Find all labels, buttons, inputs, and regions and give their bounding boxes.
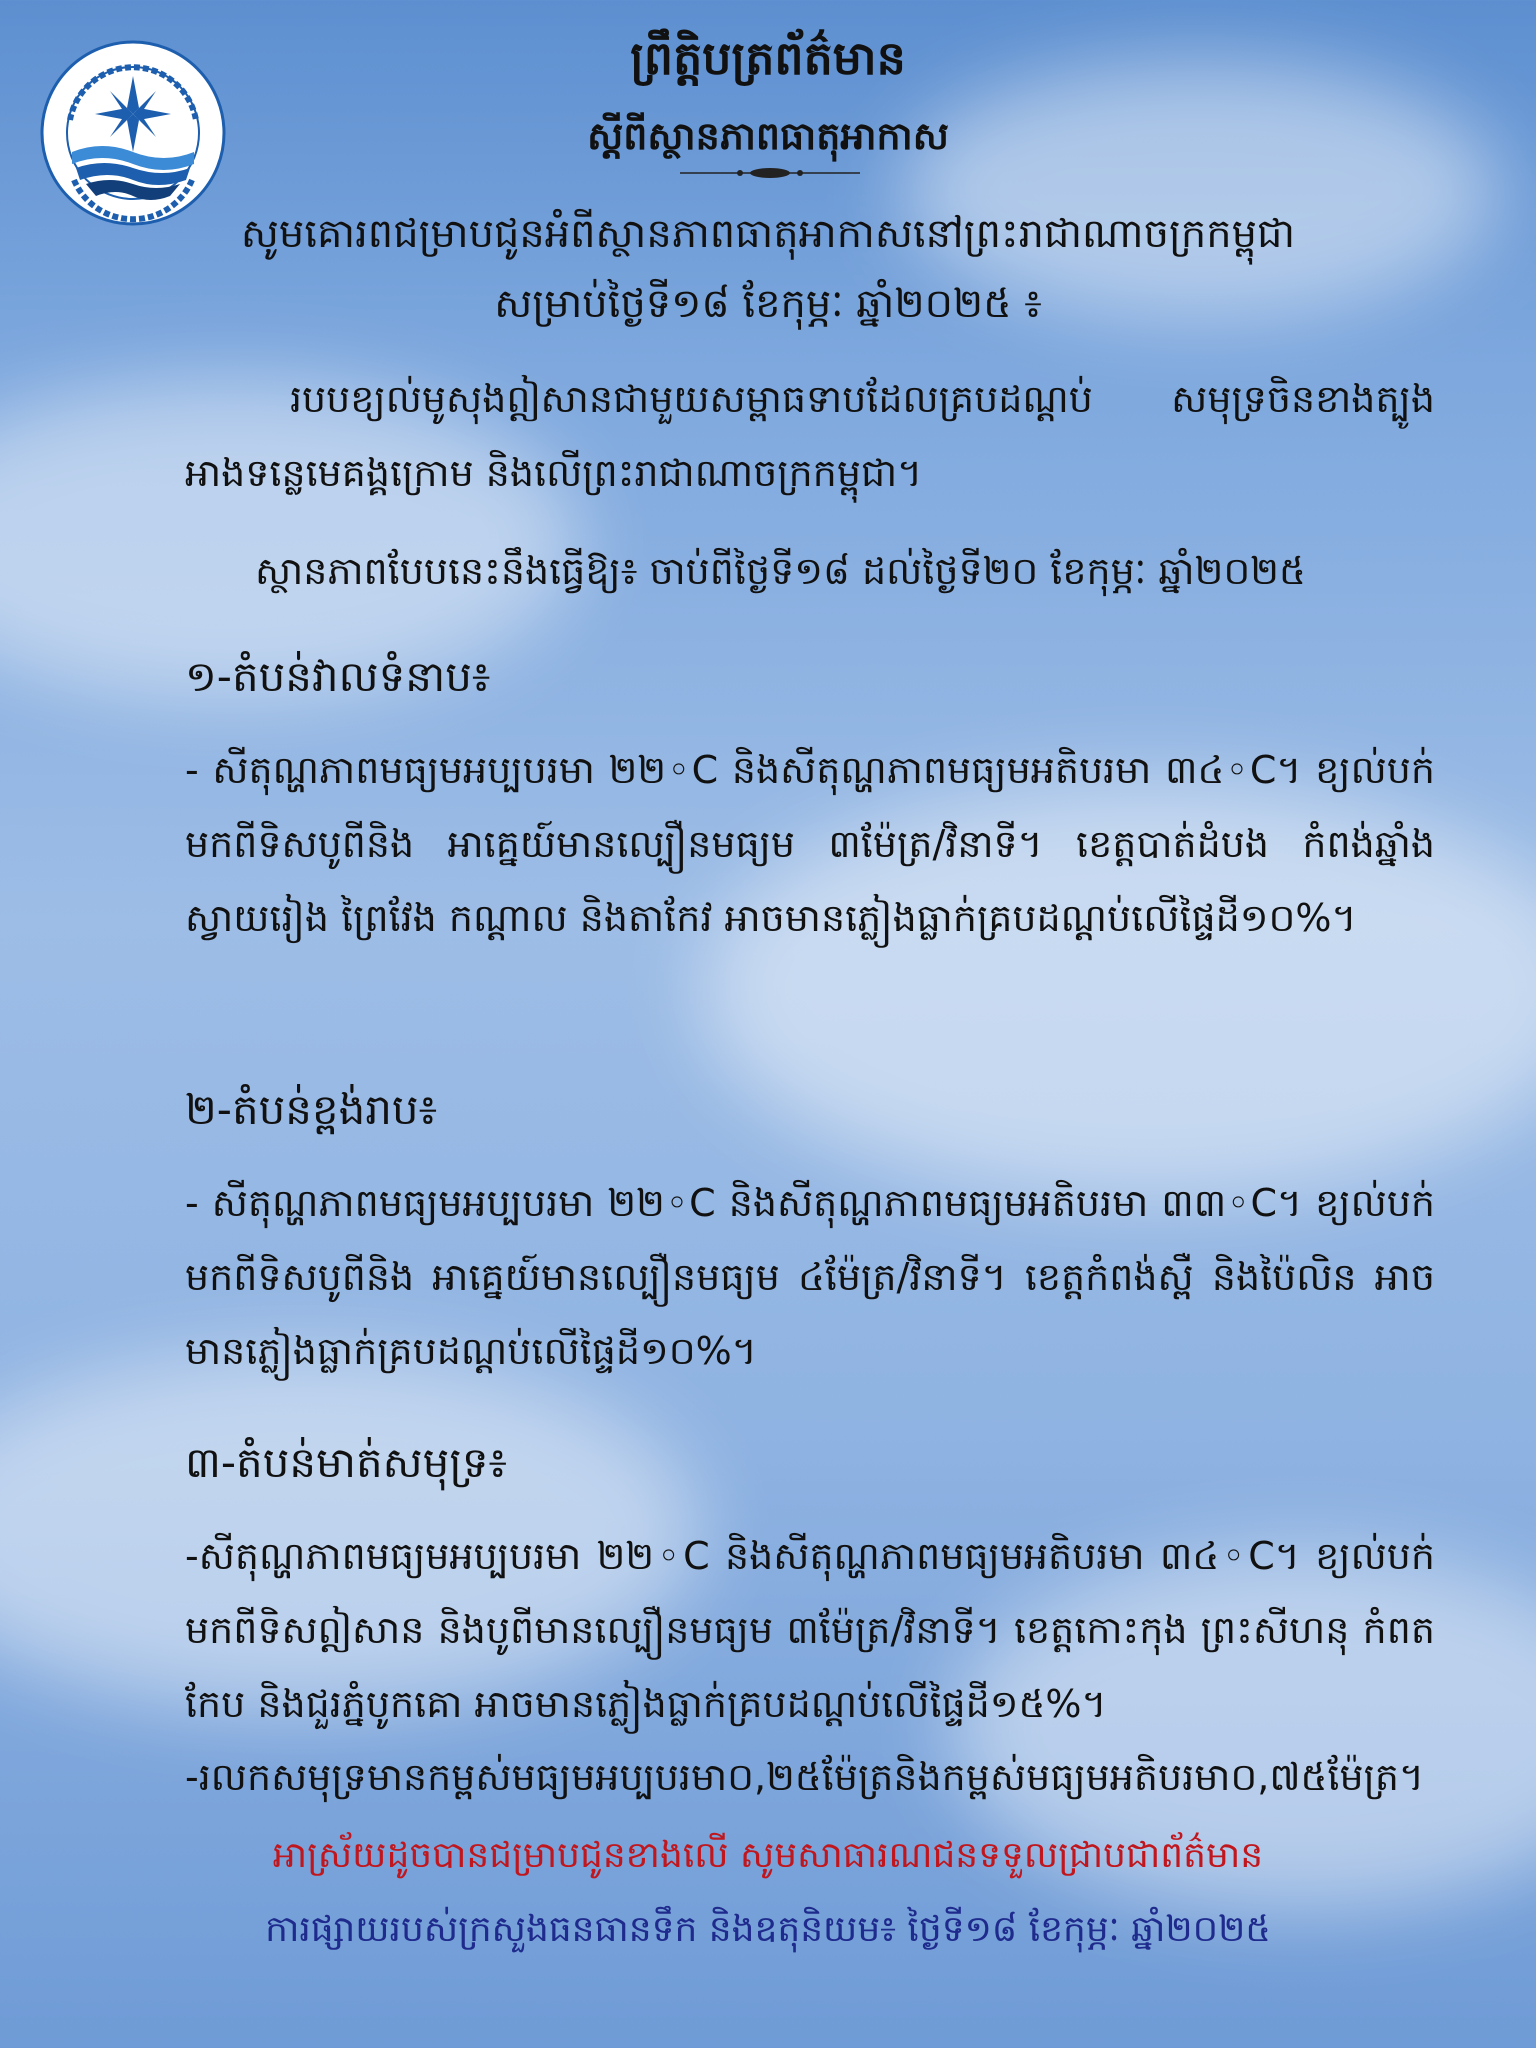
bulletin-subtitle: ស្តីពីស្ថានភាពធាតុអាកាស <box>587 114 949 158</box>
section-wave-height: -រលកសមុទ្រមានកម្ពស់មធ្យមអប្បបរមា០,២៥ម៉ែត្រនិងកម្ពស់មធ្យមអតិបរមា០,៧៥ម៉ែត្រ។ <box>185 1755 1425 1799</box>
bulletin-title: ព្រឹត្តិបត្រព័ត៌មាន <box>630 31 906 85</box>
ornament-divider <box>680 166 860 180</box>
section-heading-lowland: ១-តំបន់វាលទំនាប៖ <box>185 652 491 701</box>
section-body-plateau: - សីតុណ្ហភាពមធ្យមអប្បបរមា ២២◦C និងសីតុណ្ហភាពមធ្យមអតិបរមា ៣៣◦C។ ខ្យល់បក់មកពីទិសបូពីនិង អាគ្នេយ៍មានល្បឿនមធ្យម ៤ម៉ែត្រ/វិនាទី។ ខេត្តកំពង់ស្ពឺ និងប៉ៃលិន អាចមានភ្លៀងធ្លាក់គ្របដណ្តប់លើផ្ទៃដី១០%។ <box>185 1181 1435 1373</box>
intro-line-2: សម្រាប់ថ្ងៃទី១៨ ខែកុម្ភៈ ឆ្នាំ២០២៥ ៖ <box>494 281 1042 327</box>
footer-publisher: ការផ្សាយរបស់ក្រសួងធនធានទឹក និងឧតុនិយម៖ ថ្ងៃទី១៨ ខែកុម្ភៈ ឆ្នាំ២០២៥ <box>265 1909 1271 1950</box>
section-heading-coastal: ៣-តំបន់មាត់សមុទ្រ៖ <box>185 1438 507 1487</box>
summary-paragraph-1: របបខ្យល់មូសុងឦសានជាមួយសម្ពាធទាបដែលគ្របដណ្តប់ សមុទ្រចិនខាងត្បូង អាងទន្លេមេគង្គក្រោម និងលើព្រះរាជាណាចក្រកម្ពុជា។ <box>185 377 1435 495</box>
intro-line-1: សូមគោរពជម្រាបជូនអំពីស្ថានភាពធាតុអាកាសនៅព្រះរាជាណាចក្រកម្ពុជា <box>240 211 1296 257</box>
section-heading-plateau: ២-តំបន់ខ្ពង់រាប៖ <box>185 1085 438 1134</box>
section-body-coastal: -សីតុណ្ហភាពមធ្យមអប្បបរមា ២២◦C និងសីតុណ្ហភាពមធ្យមអតិបរមា ៣៤◦C។ ខ្យល់បក់មកពីទិសឦសាន និងបូពីមានល្បឿនមធ្យម ៣ម៉ែត្រ/វិនាទី។ ខេត្តកោះកុង ព្រះសីហនុ កំពត កែប និងជួរភ្នំបូកគោ អាចមានភ្លៀងធ្លាក់គ្របដណ្តប់លើផ្ទៃដី១៥%។ <box>185 1534 1435 1726</box>
footer-notice: អាស្រ័យដូចបានជម្រាបជូនខាងលើ សូមសាធារណជនទទួលជ្រាបជាព័ត៌មាន <box>272 1835 1264 1876</box>
summary-paragraph-2: ស្ថានភាពបែបនេះនឹងធ្វើឱ្យ៖ ចាប់ពីថ្ងៃទី១៨ ដល់ថ្ងៃទី២០ ខែកុម្ភៈ ឆ្នាំ២០២៥ <box>255 549 1306 593</box>
section-body-lowland: - សីតុណ្ហភាពមធ្យមអប្បបរមា ២២◦C និងសីតុណ្ហភាពមធ្យមអតិបរមា ៣៤◦C។ ខ្យល់បក់មកពីទិសបូពីនិង អាគ្នេយ៍មានល្បឿនមធ្យម ៣ម៉ែត្រ/វិនាទី។ ខេត្តបាត់ដំបង កំពង់ឆ្នាំង ស្វាយរៀង ព្រៃវែង កណ្តាល និងតាកែវ អាចមានភ្លៀងធ្លាក់គ្របដណ្តប់លើផ្ទៃដី១០%។ <box>185 748 1435 940</box>
